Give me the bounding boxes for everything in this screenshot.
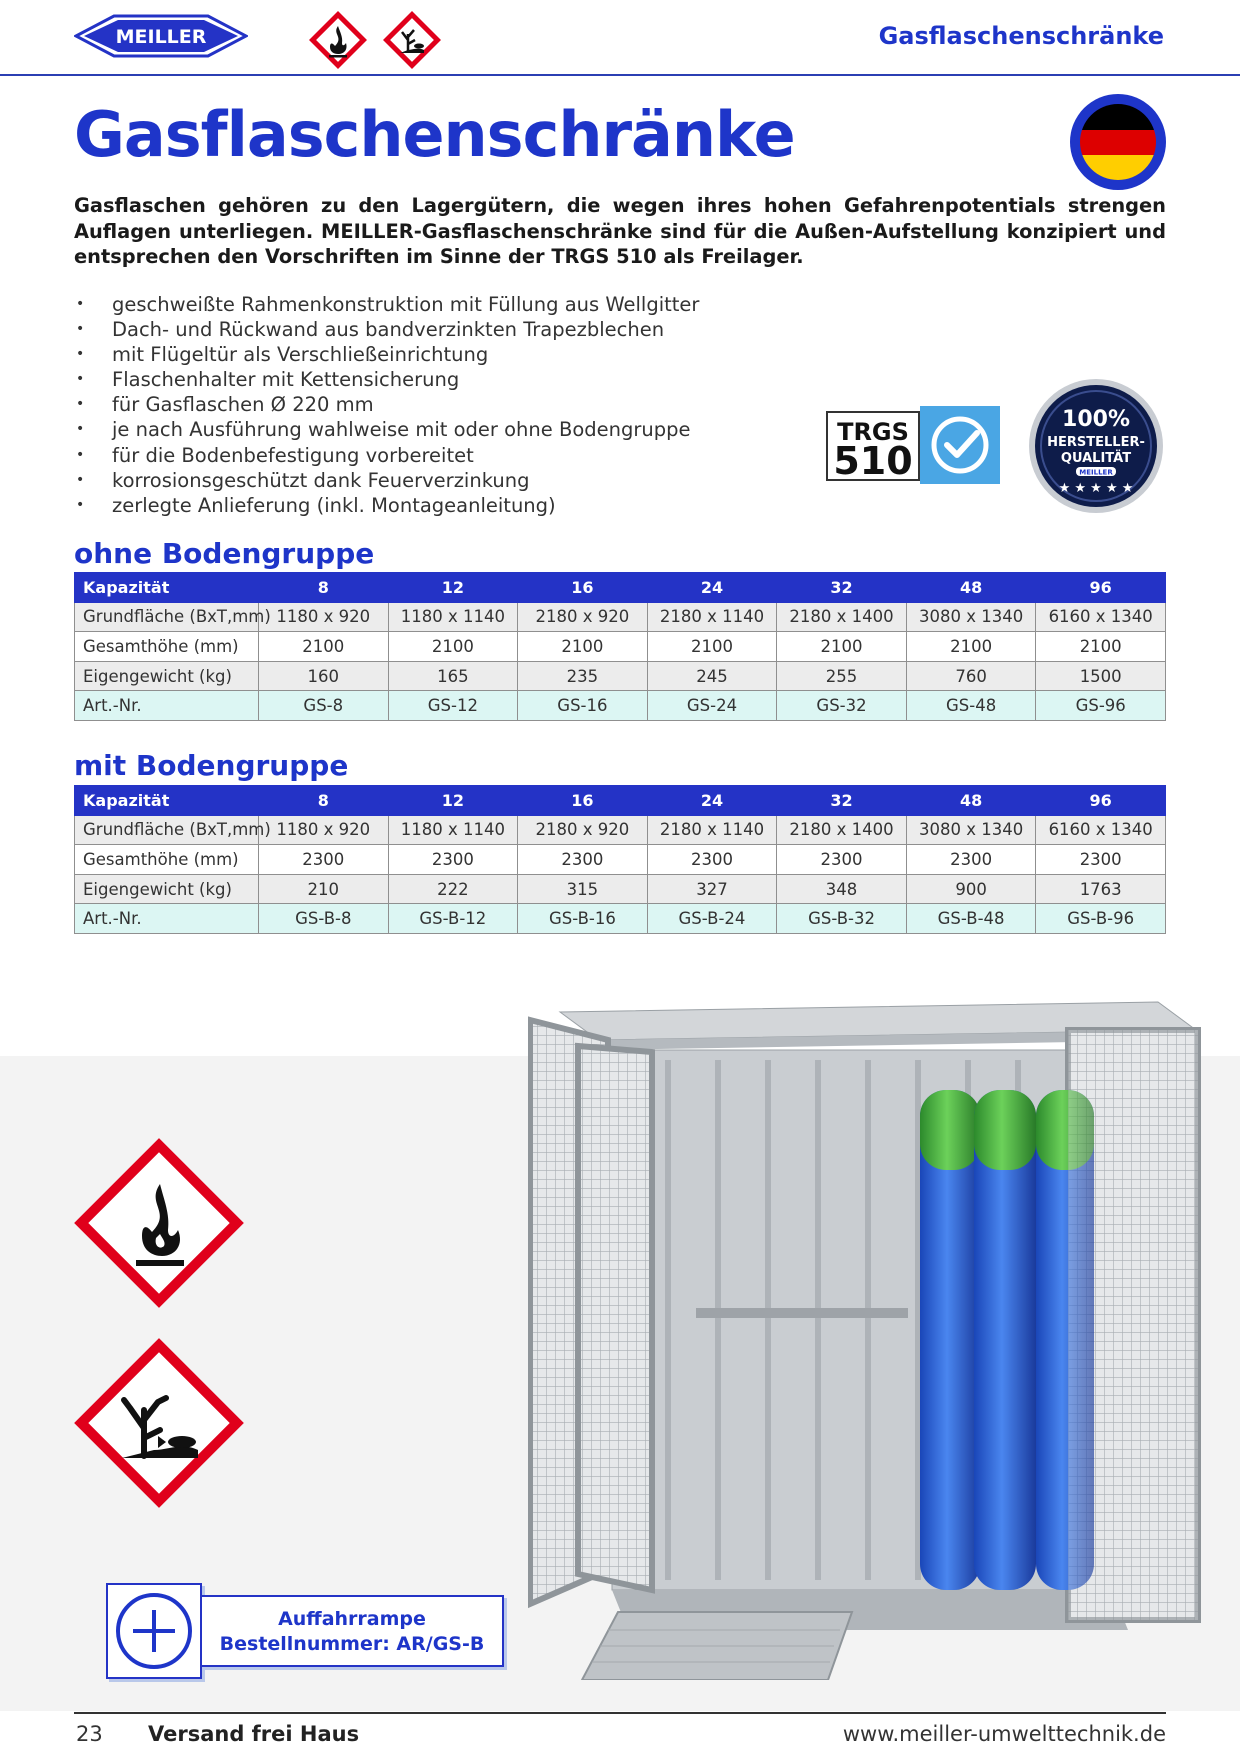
table-cell: 2300 <box>388 845 518 875</box>
row-label: Eigengewicht (kg) <box>75 874 259 904</box>
table-row <box>75 815 1166 845</box>
spec-table-mit <box>74 785 1166 934</box>
table-cell: 2100 <box>259 632 389 662</box>
table-cell: 210 <box>259 874 389 904</box>
page-number: 23 <box>76 1722 103 1746</box>
table-cell: 2100 <box>777 632 907 662</box>
table-cell: 2180 x 1400 <box>777 602 907 632</box>
row-label: Kapazität <box>75 573 259 603</box>
row-label: Art.-Nr. <box>75 904 259 934</box>
header-title: Gasflaschenschränke <box>878 22 1164 50</box>
table-cell: 245 <box>647 661 777 691</box>
table-cell: 235 <box>518 661 648 691</box>
svg-text:TRGS: TRGS <box>837 418 909 446</box>
table-cell: GS-B-12 <box>388 904 518 934</box>
trgs-510-badge <box>826 406 1000 488</box>
table-cell: 32 <box>777 573 907 603</box>
table-cell: 2300 <box>518 845 648 875</box>
table-cell: 2300 <box>906 845 1036 875</box>
table-cell: 348 <box>777 874 907 904</box>
table-row <box>75 874 1166 904</box>
row-label: Gesamthöhe (mm) <box>75 845 259 875</box>
svg-text:MEILLER: MEILLER <box>115 26 207 48</box>
table-cell: 48 <box>906 573 1036 603</box>
environment-hazard-small-icon <box>382 10 442 74</box>
table-row <box>75 691 1166 721</box>
table-cell: 165 <box>388 661 518 691</box>
ramp-title: Auffahrrampe <box>278 1608 426 1630</box>
feature-list <box>74 292 699 518</box>
table-cell: 12 <box>388 786 518 816</box>
table-cell: 222 <box>388 874 518 904</box>
shipping-note: Versand frei Haus <box>148 1722 360 1746</box>
section-heading-ohne: ohne Bodengruppe <box>74 537 375 570</box>
table-cell: 2100 <box>1036 632 1166 662</box>
feature-item: • Flaschenhalter mit Kettensicherung <box>76 368 460 392</box>
row-label: Kapazität <box>75 786 259 816</box>
table-cell: 1180 x 920 <box>259 815 389 845</box>
table-cell: 6160 x 1340 <box>1036 602 1166 632</box>
feature-item: • mit Flügeltür als Verschließeinrichtung <box>76 343 489 367</box>
table-cell: 8 <box>259 786 389 816</box>
table-cell: GS-B-24 <box>647 904 777 934</box>
table-cell: GS-B-32 <box>777 904 907 934</box>
row-label: Art.-Nr. <box>75 691 259 721</box>
table-cell: GS-B-48 <box>906 904 1036 934</box>
table-cell: 2100 <box>388 632 518 662</box>
table-header-row <box>75 573 1166 603</box>
feature-item: • geschweißte Rahmenkonstruktion mit Füllung aus Wellgitter <box>76 293 700 316</box>
table-cell: 24 <box>647 786 777 816</box>
table-cell: 2100 <box>518 632 648 662</box>
table-cell: GS-24 <box>647 691 777 721</box>
feature-item: • Dach- und Rückwand aus bandverzinkten Trapezblechen <box>76 318 665 342</box>
table-cell: GS-B-96 <box>1036 904 1166 934</box>
header-divider <box>0 74 1240 76</box>
table-cell: 3080 x 1340 <box>906 815 1036 845</box>
table-cell: 2100 <box>906 632 1036 662</box>
germany-flag-icon <box>1068 92 1168 196</box>
plus-icon <box>106 1583 202 1679</box>
feature-item: • für die Bodenbefestigung vorbereitet <box>76 443 474 467</box>
svg-text:QUALITÄT: QUALITÄT <box>1060 451 1132 466</box>
table-cell: 1180 x 1140 <box>388 815 518 845</box>
table-row <box>75 602 1166 632</box>
table-cell: 16 <box>518 573 648 603</box>
table-cell: 2300 <box>777 845 907 875</box>
feature-item: • zerlegte Anlieferung (inkl. Montageanleitung) <box>76 493 556 517</box>
row-label: Gesamthöhe (mm) <box>75 632 259 662</box>
table-cell: 255 <box>777 661 907 691</box>
svg-text:MEILLER: MEILLER <box>1079 468 1113 477</box>
svg-text:100%: 100% <box>1062 407 1130 432</box>
feature-item: • korrosionsgeschützt dank Feuerverzinkung <box>76 468 530 492</box>
table-cell: 2180 x 920 <box>518 815 648 845</box>
footer-divider <box>74 1712 1166 1714</box>
table-cell: 96 <box>1036 573 1166 603</box>
svg-text:510: 510 <box>833 439 913 483</box>
page-title: Gasflaschenschränke <box>74 98 795 171</box>
table-cell: 16 <box>518 786 648 816</box>
table-cell: 2100 <box>647 632 777 662</box>
table-cell: GS-96 <box>1036 691 1166 721</box>
website-link[interactable]: www.meiller-umwelttechnik.de <box>842 1722 1166 1746</box>
ramp-order-number: Bestellnummer: AR/GS-B <box>219 1633 485 1655</box>
table-row <box>75 661 1166 691</box>
table-cell: 900 <box>906 874 1036 904</box>
table-cell: 2300 <box>647 845 777 875</box>
table-row <box>75 904 1166 934</box>
svg-text:HERSTELLER-: HERSTELLER- <box>1047 435 1145 450</box>
table-cell: 2300 <box>1036 845 1166 875</box>
table-cell: GS-16 <box>518 691 648 721</box>
table-cell: 1180 x 920 <box>259 602 389 632</box>
table-header-row <box>75 786 1166 816</box>
table-cell: GS-12 <box>388 691 518 721</box>
table-cell: 327 <box>647 874 777 904</box>
row-label: Grundfläche (BxT,mm) <box>75 815 259 845</box>
table-cell: GS-B-8 <box>259 904 389 934</box>
table-cell: 2180 x 1400 <box>777 815 907 845</box>
table-cell: 2300 <box>259 845 389 875</box>
table-cell: 32 <box>777 786 907 816</box>
intro-text: Gasflaschen gehören zu den Lagergütern, die wegen ihres hohen Gefahrenpotentials strengen Auflagen unterliegen. MEILLER-Gasflaschenschränke sind für die Außen-Aufstellung konzipiert und entsprechen den Vorschriften im Sinne der TRGS 510 als Freilager. <box>74 194 1166 268</box>
table-cell: 24 <box>647 573 777 603</box>
table-cell: 1763 <box>1036 874 1166 904</box>
table-cell: 2180 x 920 <box>518 602 648 632</box>
table-cell: 2180 x 1140 <box>647 602 777 632</box>
feature-item: • je nach Ausführung wahlweise mit oder ohne Bodengruppe <box>76 418 691 442</box>
flame-hazard-icon <box>74 1138 244 1312</box>
table-cell: 3080 x 1340 <box>906 602 1036 632</box>
table-cell: 1180 x 1140 <box>388 602 518 632</box>
row-label: Eigengewicht (kg) <box>75 661 259 691</box>
meiller-logo <box>74 14 248 62</box>
table-cell: GS-32 <box>777 691 907 721</box>
svg-text:★ ★ ★ ★ ★: ★ ★ ★ ★ ★ <box>1058 481 1134 496</box>
row-label: Grundfläche (BxT,mm) <box>75 602 259 632</box>
table-row <box>75 845 1166 875</box>
feature-item: • für Gasflaschen Ø 220 mm <box>76 393 374 417</box>
quality-seal-badge <box>1026 376 1166 520</box>
table-cell: 2180 x 1140 <box>647 815 777 845</box>
table-cell: 12 <box>388 573 518 603</box>
table-cell: 6160 x 1340 <box>1036 815 1166 845</box>
table-cell: GS-48 <box>906 691 1036 721</box>
table-cell: 315 <box>518 874 648 904</box>
ramp-callout <box>202 1595 504 1667</box>
table-cell: 160 <box>259 661 389 691</box>
table-cell: GS-B-16 <box>518 904 648 934</box>
section-heading-mit: mit Bodengruppe <box>74 749 349 782</box>
table-cell: 1500 <box>1036 661 1166 691</box>
environment-hazard-icon <box>74 1338 244 1512</box>
table-cell: 48 <box>906 786 1036 816</box>
flame-hazard-small-icon <box>308 10 368 74</box>
table-cell: 760 <box>906 661 1036 691</box>
table-row <box>75 632 1166 662</box>
gas-cylinder-cabinet-image <box>528 990 1208 1684</box>
spec-table-ohne <box>74 572 1166 721</box>
table-cell: GS-8 <box>259 691 389 721</box>
table-cell: 96 <box>1036 786 1166 816</box>
table-cell: 8 <box>259 573 389 603</box>
